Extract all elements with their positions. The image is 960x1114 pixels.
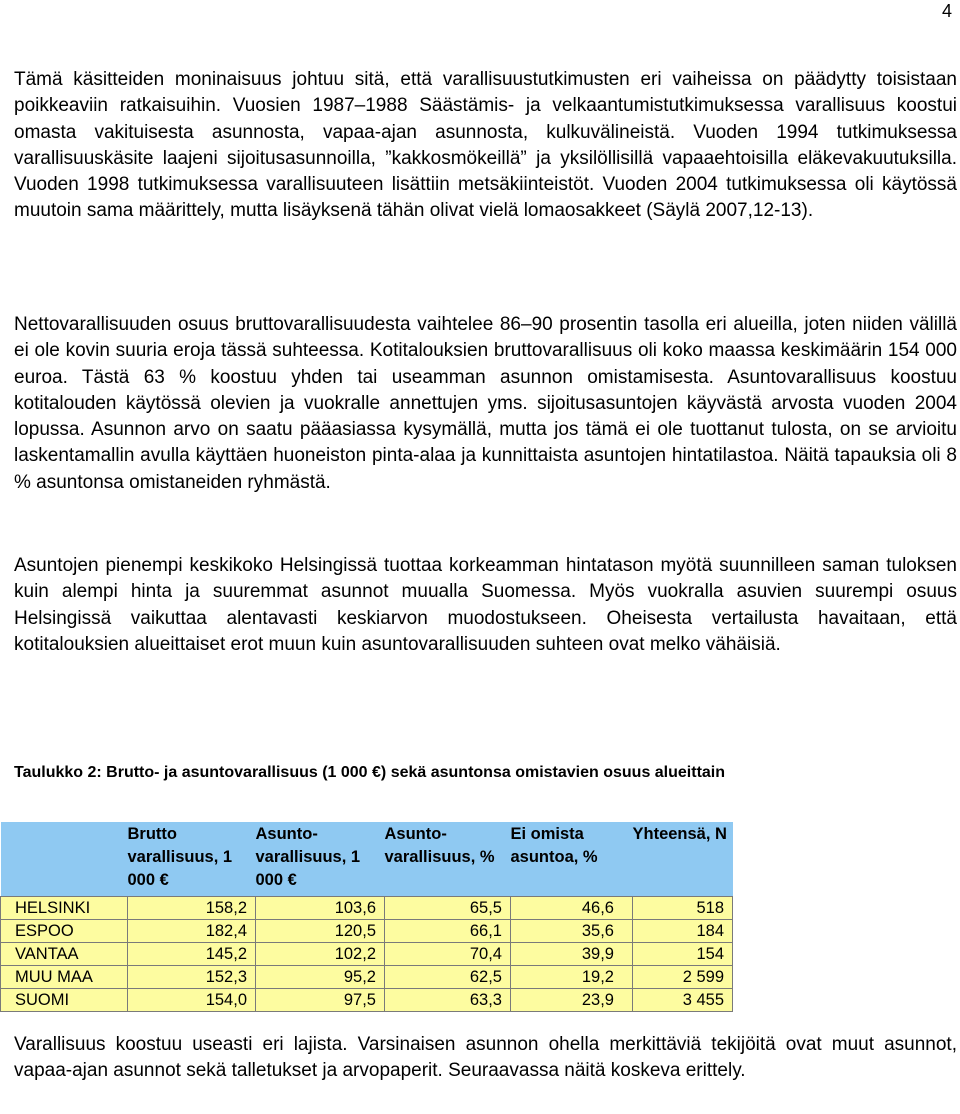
cell-brutto: 152,3	[128, 966, 256, 989]
cell-asunto: 102,2	[256, 943, 385, 966]
page-number: 4	[941, 1, 952, 21]
cell-ei-omista: 23,9	[511, 989, 633, 1012]
table-header-row	[1, 822, 733, 897]
table-row	[1, 920, 733, 943]
table-row	[1, 897, 733, 920]
table-caption: Taulukko 2: Brutto- ja asuntovarallisuus (1 000 €) sekä asuntonsa omistavien osuus alueittain	[14, 764, 726, 781]
cell-region: MUU MAA	[1, 966, 128, 989]
cell-asunto: 95,2	[256, 966, 385, 989]
cell-brutto: 158,2	[128, 897, 256, 920]
table-row	[1, 943, 733, 966]
header-ei-omista: Ei omista asuntoa, %	[511, 822, 633, 897]
header-region	[1, 822, 128, 897]
cell-ei-omista: 19,2	[511, 966, 633, 989]
cell-n: 2 599	[633, 966, 733, 989]
paragraph-3: Asuntojen pienempi keskikoko Helsingissä tuottaa korkeamman hintatason myötä suunnilleen saman tuloksen kuin alempi hinta ja suuremmat asunnot muualla Suomessa. Myös vuokralla asuvien suurempi osuus Helsingissä vaikuttaa alentavasti keskiarvon muodostukseen. Oheisesta vertailusta havaitaan, että kotitalouksien alueittaiset erot muun kuin asuntovarallisuuden suhteen ovat melko vähäisiä.	[14, 555, 957, 655]
cell-asunto-pct: 65,5	[385, 897, 511, 920]
cell-region: VANTAA	[1, 943, 128, 966]
cell-asunto: 120,5	[256, 920, 385, 943]
cell-asunto: 97,5	[256, 989, 385, 1012]
header-brutto: Brutto varallisuus, 1 000 €	[128, 822, 256, 897]
cell-brutto: 145,2	[128, 943, 256, 966]
paragraph-2: Nettovarallisuuden osuus bruttovarallisuudesta vaihtelee 86–90 prosentin tasolla eri alueilla, joten niiden välillä ei ole kovin suuria eroja tässä suhteessa. Kotitalouksien bruttovarallisuus oli koko maassa keskimäärin 154 000 euroa. Tästä 63 % koostuu yhden tai useamman asunnon omistamisesta. Asuntovarallisuus koostuu kotitalouden käytössä olevien ja vuokralle annettujen yms. sijoitusasuntojen käyvästä arvosta vuoden 2004 lopussa. Asunnon arvo on saatu pääasiassa kysymällä, mutta jos tämä ei ole tuottanut tulosta, on se arvioitu laskentamallin avulla käyttäen huoneiston pinta-alaa ja kunnittaista asuntojen hintatilastoa. Näitä tapauksia oli 8 % asuntonsa omistaneiden ryhmästä.	[14, 314, 957, 493]
wealth-table	[0, 822, 733, 1012]
paragraph-5: Varallisuus koostuu useasti eri lajista. Varsinaisen asunnon ohella merkittäviä tekijöitä ovat muut asunnot, vapaa-ajan asunnot sekä talletukset ja arvopaperit. Seuraavassa näitä koskeva erittely.	[14, 1034, 957, 1082]
cell-n: 518	[633, 897, 733, 920]
cell-n: 3 455	[633, 989, 733, 1012]
paragraph-1: Tämä käsitteiden moninaisuus johtuu sitä, että varallisuustutkimusten eri vaiheissa on päädytty toisistaan poikkeaviin ratkaisuihin. Vuosien 1987–1988 Säästämis- ja velkaantumistutkimuksessa varallisuus koostui omasta vakituisesta asunnosta, vapaa-ajan asunnosta, kulkuvälineistä. Vuoden 1994 tutkimuksessa varallisuuskäsite laajeni sijoitusasunnoilla, ”kakkosmökeillä” ja yksilöllisillä vapaaehtoisilla eläkevakuutuksilla. Vuoden 1998 tutkimuksessa varallisuuteen lisättiin metsäkiinteistöt. Vuoden 2004 tutkimuksessa oli käytössä muutoin sama määrittely, mutta lisäyksenä tähän olivat vielä lomaosakkeet (Säylä 2007,12-13).	[14, 69, 957, 222]
cell-ei-omista: 39,9	[511, 943, 633, 966]
cell-n: 154	[633, 943, 733, 966]
cell-brutto: 182,4	[128, 920, 256, 943]
cell-n: 184	[633, 920, 733, 943]
table-row	[1, 989, 733, 1012]
table-row	[1, 966, 733, 989]
cell-asunto-pct: 70,4	[385, 943, 511, 966]
cell-asunto: 103,6	[256, 897, 385, 920]
cell-asunto-pct: 62,5	[385, 966, 511, 989]
cell-region: ESPOO	[1, 920, 128, 943]
cell-asunto-pct: 63,3	[385, 989, 511, 1012]
header-yhteensa: Yhteensä, N	[633, 822, 733, 897]
cell-region: HELSINKI	[1, 897, 128, 920]
header-asunto: Asunto-varallisuus, 1 000 €	[256, 822, 385, 897]
cell-ei-omista: 35,6	[511, 920, 633, 943]
cell-asunto-pct: 66,1	[385, 920, 511, 943]
cell-brutto: 154,0	[128, 989, 256, 1012]
cell-region: SUOMI	[1, 989, 128, 1012]
header-asunto-pct: Asunto-varallisuus, %	[385, 822, 511, 897]
cell-ei-omista: 46,6	[511, 897, 633, 920]
